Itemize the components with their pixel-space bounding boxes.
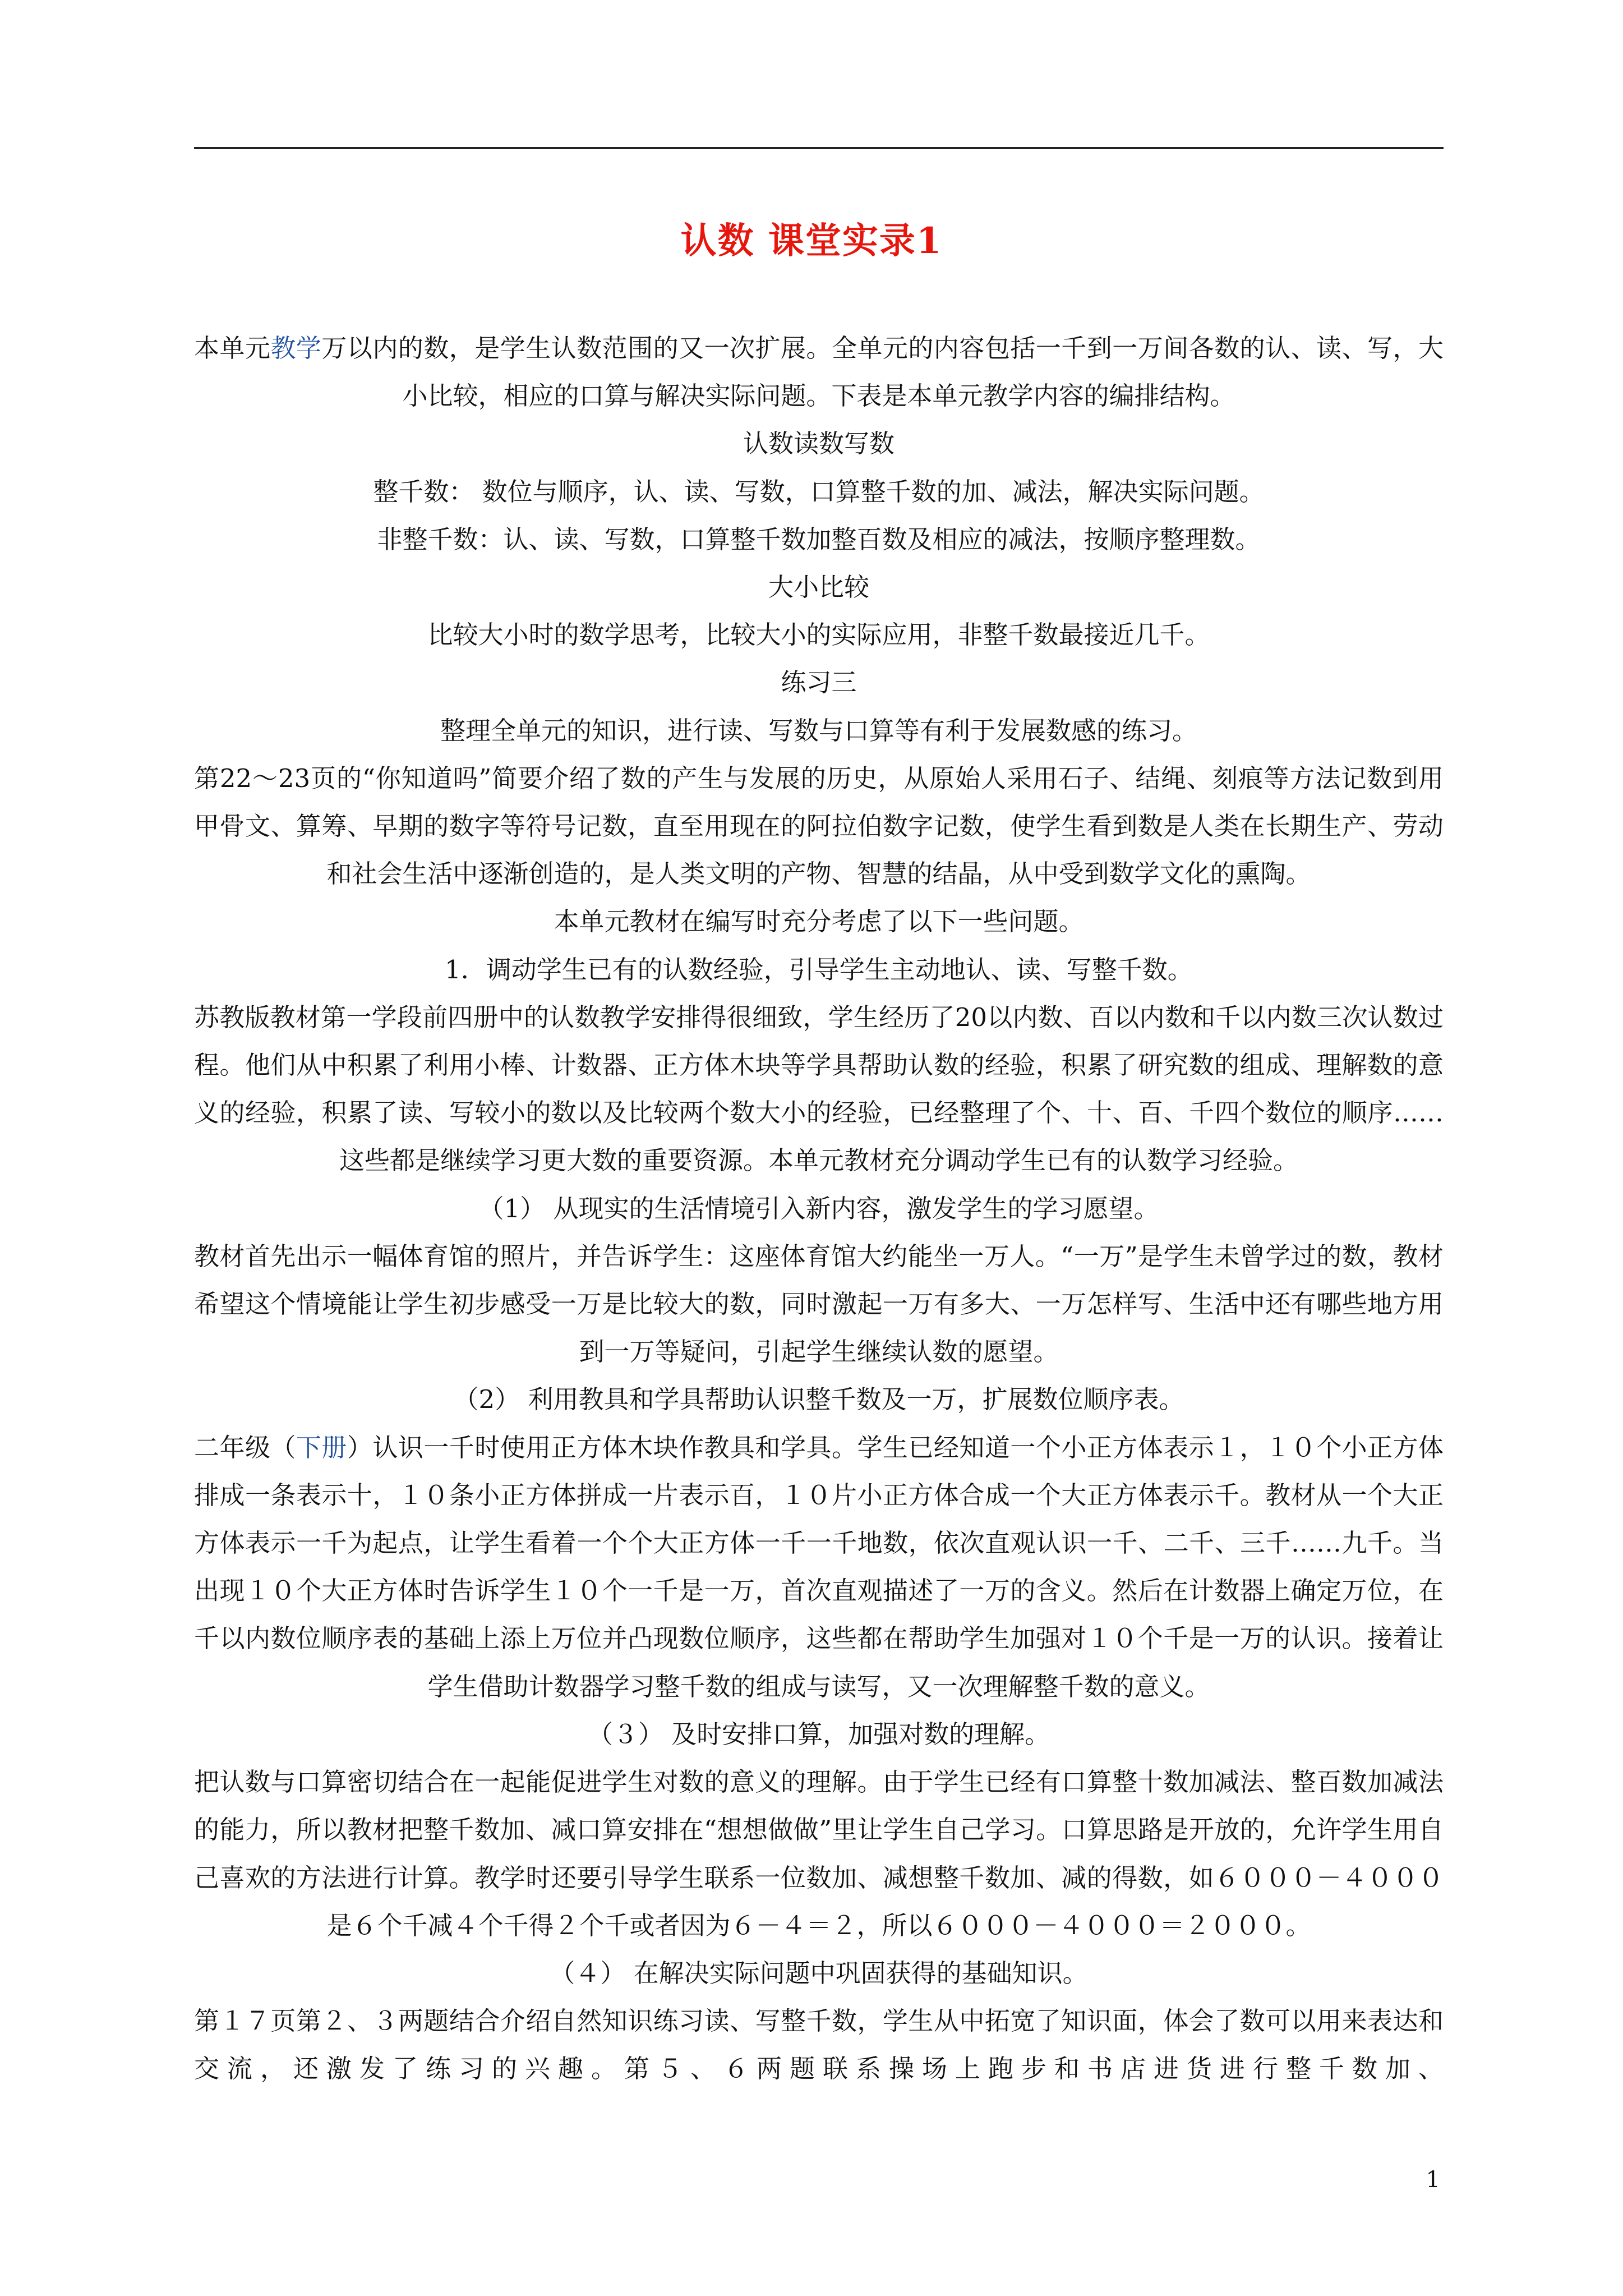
point-1-heading: 1．调动学生已有的认数经验，引导学生主动地认、读、写整千数。: [445, 954, 1193, 984]
structure-heading-reading-writing: 认数读数写数: [743, 429, 895, 459]
document-body: [194, 324, 1444, 2093]
structure-whole-thousands: 整千数： 数位与顺序，认、读、写数，口算整千数的加、减法，解决实际问题。: [373, 476, 1265, 507]
sub-2-heading: （2） 利用教具和学具帮助认识整千数及一万，扩展数位顺序表。: [453, 1384, 1184, 1415]
history-paragraph: 第22～23页的“你知道吗”简要介绍了数的产生与发展的历史，从原始人采用石子、结绳、刻痕等方法记数到用甲骨文、算筹、早期的数字等符号记数，直至用现在的阿拉伯数字记数，使学生看到数是人类在长期生产、劳动和社会生活中逐渐创造的，是人类文明的产物、智慧的结晶，从中受到数学文化的熏陶。: [194, 763, 1444, 889]
considerations-line: 本单元教材在编写时充分考虑了以下一些问题。: [554, 907, 1084, 937]
sub-1-body: 教材首先出示一幅体育馆的照片，并告诉学生：这座体育馆大约能坐一万人。“一万”是学生未曾学过的数，教材希望这个情境能让学生初步感受一万是比较大的数，同时激起一万有多大、一万怎样写、生活中还有哪些地方用到一万等疑问，引起学生继续认数的愿望。: [194, 1241, 1444, 1367]
page-number: 1: [1426, 2167, 1440, 2193]
volume-link[interactable]: 下册: [296, 1432, 347, 1462]
structure-heading-exercise: 练习三: [781, 668, 857, 698]
sub-2-text-start: 二年级（: [194, 1432, 296, 1462]
sub-3-heading: （３） 及时安排口算，加强对数的理解。: [587, 1719, 1050, 1749]
sub-4-body: 第１７页第２、３两题结合介绍自然知识练习读、写整千数，学生从中拓宽了知识面，体会了数可以用来表达和交流，还激发了练习的兴趣。第５、６两题联系操场上跑步和书店进货进行整千数加、: [194, 2006, 1444, 2084]
sub-2-body: [194, 1424, 1444, 1710]
structure-exercise-content: 整理全单元的知识，进行读、写数与口算等有利于发展数感的练习。: [440, 715, 1197, 746]
document-title: 认数 课堂实录1: [680, 220, 943, 262]
sub-3-body: 把认数与口算密切结合在一起能促进学生对数的意义的理解。由于学生已经有口算整十数加减法、整百数加减法的能力，所以教材把整千数加、减口算安排在“想想做做”里让学生自己学习。口算思路是开放的，允许学生用自己喜欢的方法进行计算。教学时还要引导学生联系一位数加、减想整千数加、减的得数，如６０００－４０００是６个千减４个千得２个千或者因为６－４＝２，所以６０００－４０００＝２０００。: [194, 1767, 1444, 1940]
point-1-body: 苏教版教材第一学段前四册中的认数教学安排得很细致，学生经历了20以内数、百以内数和千以内数三次认数过程。他们从中积累了利用小棒、计数器、正方体木块等学具帮助认数的经验，积累了研究数的组成、理解数的意义的经验，积累了读、写较小的数以及比较两个数大小的经验，已经整理了个、十、百、千四个数位的顺序……这些都是继续学习更大数的重要资源。本单元教材充分调动学生已有的认数学习经验。: [194, 1002, 1444, 1176]
intro-text-start: 本单元: [194, 333, 271, 363]
structure-heading-comparison: 大小比较: [768, 572, 869, 602]
sub-1-heading: （1） 从现实的生活情境引入新内容，激发学生的学习愿望。: [478, 1193, 1159, 1223]
header-rule: [194, 147, 1444, 149]
structure-comparison-content: 比较大小时的数学思考，比较大小的实际应用，非整千数最接近几千。: [427, 620, 1210, 650]
intro-text-rest: 万以内的数，是学生认数范围的又一次扩展。全单元的内容包括一千到一万间各数的认、读、写，大小比较，相应的口算与解决实际问题。下表是本单元教学内容的编排结构。: [321, 333, 1444, 411]
sub-2-text-rest: ）认识一千时使用正方体木块作教具和学具。学生已经知道一个小正方体表示１，１０个小正方体排成一条表示十，１０条小正方体拼成一片表示百，１０片小正方体合成一个大正方体表示千。教材从一个大正方体表示一千为起点，让学生看着一个个大正方体一千一千地数，依次直观认识一千、二千、三千……九千。当出现１０个大正方体时告诉学生１０个一千是一万，首次直观描述了一万的含义。然后在计数器上确定万位，在千以内数位顺序表的基础上添上万位并凸现数位顺序，这些都在帮助学生加强对１０个千是一万的认识。接着让学生借助计数器学习整千数的组成与读写，又一次理解整千数的意义。: [194, 1432, 1444, 1701]
teaching-link[interactable]: 教学: [270, 333, 322, 363]
structure-non-whole-thousands: 非整千数：认、读、写数，口算整千数加整百数及相应的减法，按顺序整理数。: [377, 524, 1261, 554]
intro-paragraph: [194, 324, 1444, 420]
sub-4-heading: （４） 在解决实际问题中巩固获得的基础知识。: [550, 1958, 1088, 1988]
